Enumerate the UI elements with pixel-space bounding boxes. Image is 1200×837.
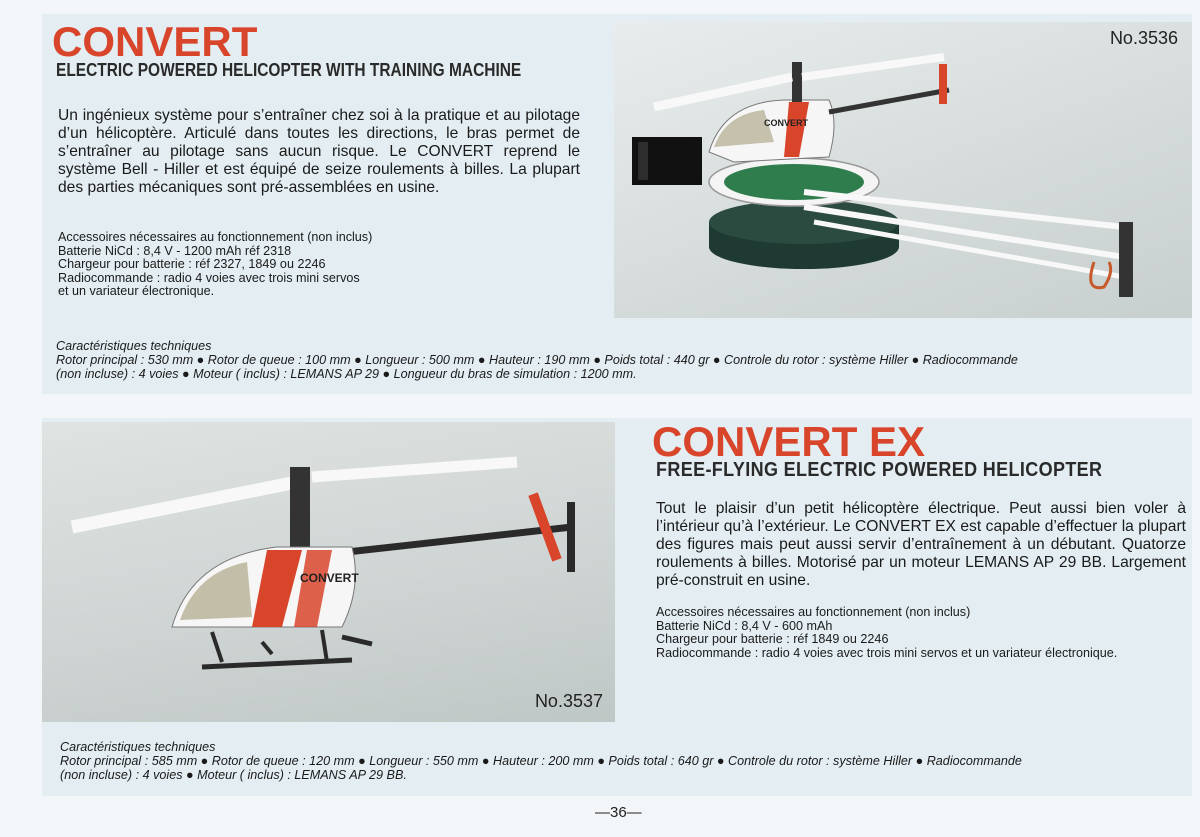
- accessories-line: Accessoires nécessaires au fonctionnement (non inclus): [656, 605, 971, 619]
- specs-line: Rotor principal : 585 mm ● Rotor de queue : 120 mm ● Longueur : 550 mm ● Hauteur : 200 mm ● Poids total : 640 gr ● Controle du rotor : système Hiller ● Radiocommande: [60, 754, 1022, 768]
- product-description-convert: Un ingénieux système pour s’entraîner chez soi à la pratique et au pilotage d’un hélicoptère. Articulé dans toutes les directions, le bras permet de s’entraîner au pilotage sans aucun risque. Le CONVERT reprend le système Bell - Hiller et est équipé de seize roulements à billes. La plupart des parties mécaniques sont pré-assemblées en usine.: [58, 107, 580, 196]
- product-photo-convert-ex: [42, 422, 615, 722]
- accessories-line: et un variateur électronique.: [58, 284, 215, 298]
- specs-line: (non incluse) : 4 voies ● Moteur ( inclus) : LEMANS AP 29 BB.: [60, 768, 407, 782]
- specs-line: Rotor principal : 530 mm ● Rotor de queue : 100 mm ● Longueur : 500 mm ● Hauteur : 190 mm ● Poids total : 440 gr ● Controle du rotor : système Hiller ● Radiocommande: [56, 353, 1018, 367]
- photo-label-convert: CONVERT: [764, 118, 809, 128]
- product-number-convert: No.3536: [1109, 28, 1178, 48]
- product-subtitle-convert-ex: FREE-FLYING ELECTRIC POWERED HELICOPTER: [656, 459, 1103, 481]
- page-number: —36—: [595, 804, 642, 821]
- product-subtitle-convert: ELECTRIC POWERED HELICOPTER WITH TRAINING MACHINE: [56, 60, 522, 80]
- accessories-list-convert-ex: [656, 606, 1186, 660]
- product-number-convert-ex: No.3537: [534, 691, 603, 711]
- accessories-line: Accessoires nécessaires au fonctionnement (non inclus): [58, 230, 373, 244]
- product-description-convert-ex: Tout le plaisir d’un petit hélicoptère électrique. Peut aussi bien voler à l’intérieur qu’à l’extérieur. Le CONVERT EX est capable d’effectuer la plupart des figures mais peut aussi servir d’entraînement à un débutant. Quatorze roulements à billes. Motorisé par un moteur LEMANS AP 29 BB. Largement pré-construit en usine.: [656, 500, 1186, 589]
- specs-convert: [56, 339, 1018, 381]
- helicopter-free-flying-illustration: [42, 422, 615, 722]
- specs-heading: Caractéristiques techniques: [56, 339, 212, 353]
- product-title-convert-ex: CONVERT EX: [652, 418, 926, 465]
- accessories-line: Batterie NiCd : 8,4 V - 1200 mAh réf 2318: [58, 243, 292, 258]
- accessories-line: Chargeur pour batterie : réf 2327, 1849 ou 2246: [58, 257, 326, 271]
- helicopter-trainer-illustration: [614, 22, 1192, 318]
- accessories-list-convert: [58, 231, 498, 299]
- product-photo-convert: [614, 22, 1192, 318]
- specs-line: (non incluse) : 4 voies ● Moteur ( inclus) : LEMANS AP 29 ● Longueur du bras de simulation : 1200 mm.: [56, 367, 637, 381]
- photo-label-convert-ex: CONVERT: [300, 571, 359, 585]
- specs-heading: Caractéristiques techniques: [60, 740, 216, 754]
- accessories-line: Radiocommande : radio 4 voies avec trois mini servos: [58, 270, 360, 285]
- product-title-convert: CONVERT: [52, 18, 258, 65]
- accessories-line: Chargeur pour batterie : réf 1849 ou 2246: [656, 632, 889, 646]
- accessories-line: Radiocommande : radio 4 voies avec trois mini servos et un variateur électronique.: [656, 645, 1118, 660]
- accessories-line: Batterie NiCd : 8,4 V - 600 mAh: [656, 618, 833, 633]
- specs-convert-ex: [60, 740, 1022, 782]
